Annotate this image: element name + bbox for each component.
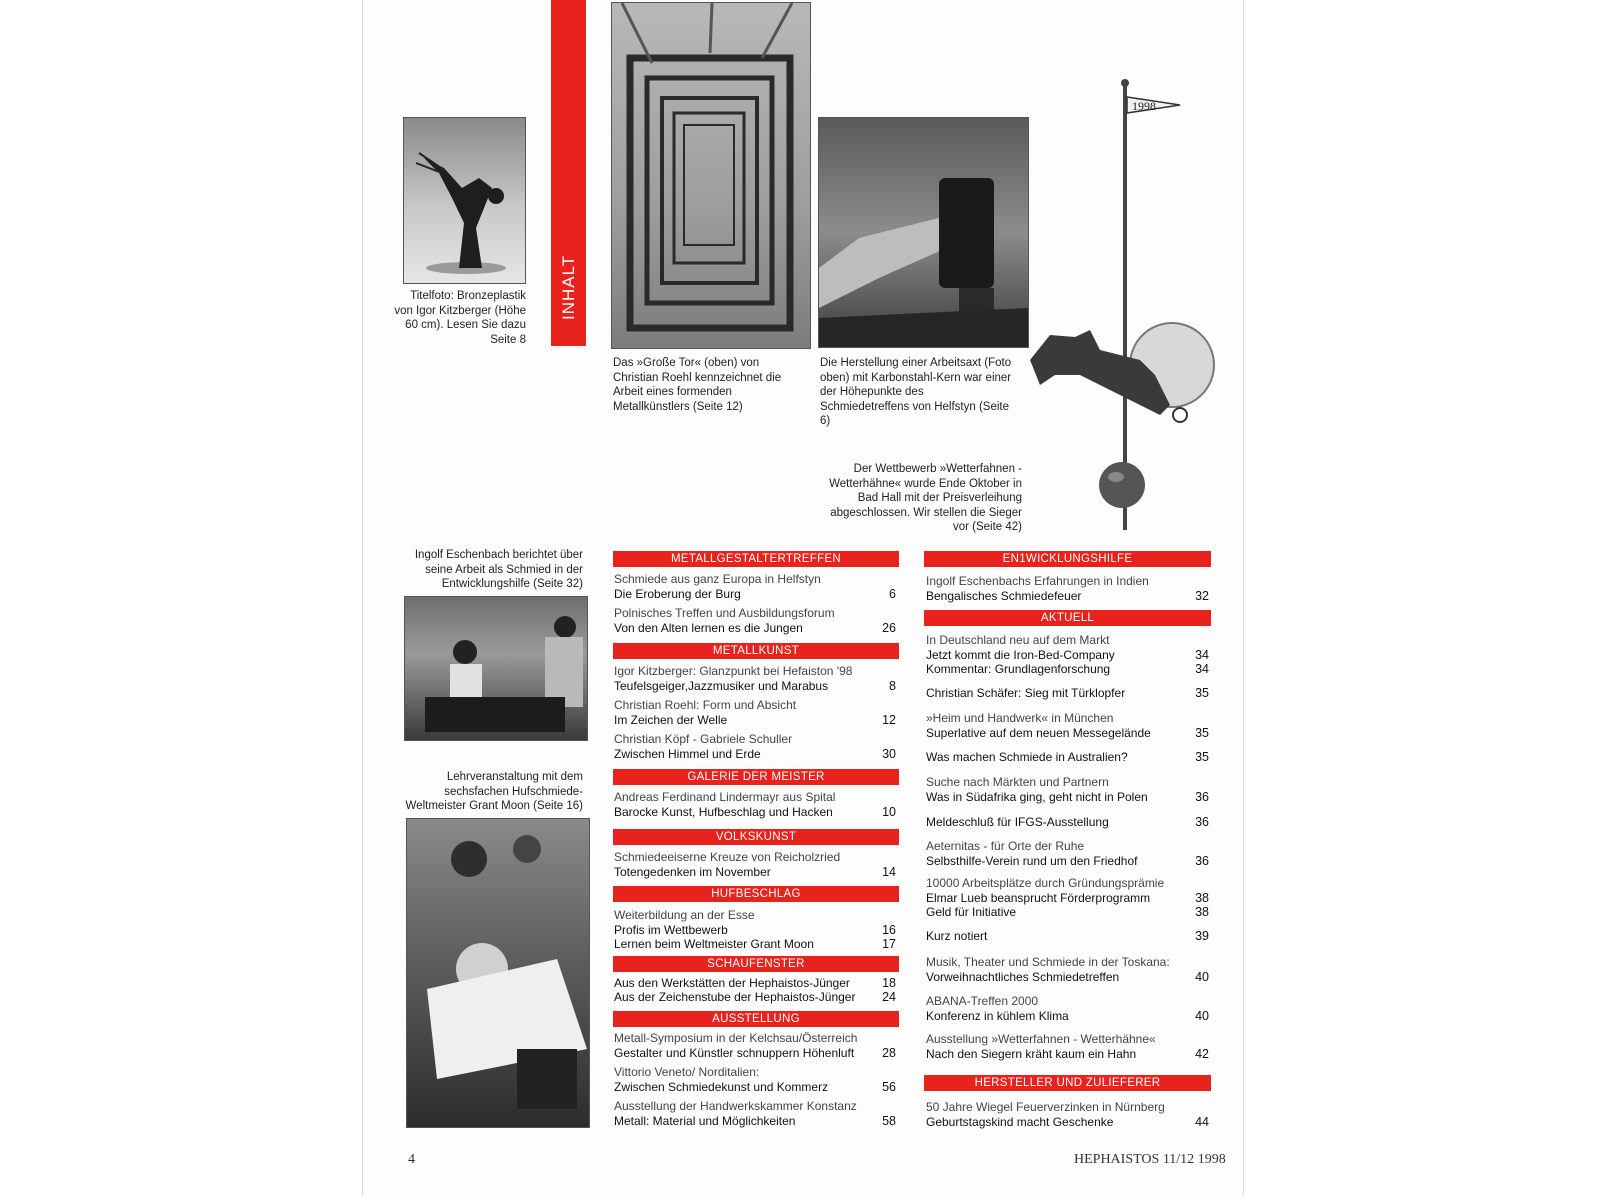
toc-entry[interactable]: 10000 Arbeitsplätze durch Gründungsprämie Elmar Lueb beansprucht Förderprogramm 38	[926, 876, 1209, 905]
page-number: 17	[882, 937, 896, 951]
page-number: 40	[1195, 1008, 1209, 1023]
page-number: 18	[882, 976, 896, 990]
section-aktuell: AKTUELL	[924, 610, 1211, 626]
page-number: 35	[1195, 750, 1209, 764]
page-number: 35	[1195, 725, 1209, 740]
page-number: 34	[1195, 647, 1209, 662]
toc-entry[interactable]: Ausstellung der Handwerkskammer Konstanz Metall: Material und Möglichkeiten 58	[614, 1099, 896, 1128]
inhalt-label: INHALT	[558, 254, 578, 320]
section-hersteller-und-zulieferer: HERSTELLER UND ZULIEFERER	[924, 1075, 1211, 1091]
page-number: 10	[882, 804, 896, 819]
magazine-name: HEPHAISTOS	[1074, 1152, 1160, 1167]
toc-entry[interactable]: Polnisches Treffen und Ausbildungsforum Von den Alten lernen es die Jungen 26	[614, 606, 896, 635]
page-number: 44	[1195, 1114, 1209, 1129]
page-number: 32	[1195, 588, 1209, 603]
toc-entry[interactable]: Ausstellung »Wetterfahnen - Wetterhähne« Nach den Siegern kräht kaum ein Hahn 42	[926, 1032, 1209, 1061]
footer-magazine	[1074, 1152, 1226, 1168]
eschenbach-caption: Ingolf Eschenbach berichtet über seine Arbeit als Schmied in der Entwicklungshilfe (Seite 32)	[414, 549, 583, 590]
page-number: 36	[1195, 815, 1209, 829]
page-number: 28	[882, 1045, 896, 1060]
axe-caption: Die Herstellung einer Arbeitsaxt (Foto oben) mit Karbonstahl-Kern war einer der Höhepunkte des Schmiedetreffens von Helfstyn (Seite 6)	[820, 357, 1012, 427]
toc-entry[interactable]: Weiterbildung an der Esse Profis im Wettbewerb 16	[614, 908, 896, 937]
toc-entry[interactable]: Aus der Zeichenstube der Hephaistos-Jünger 24	[614, 990, 896, 1004]
page-number: 34	[1195, 662, 1209, 676]
gate-image	[612, 3, 810, 348]
page-number: 35	[1195, 686, 1209, 700]
tor-photo	[611, 2, 811, 349]
cover-photo	[403, 117, 526, 284]
toc-entry[interactable]: Schmiede aus ganz Europa in Helfstyn Die Eroberung der Burg 6	[614, 572, 896, 601]
page-number: 36	[1195, 789, 1209, 804]
page-number: 39	[1195, 929, 1209, 943]
toc-entry[interactable]: Christian Köpf - Gabriele Schuller Zwischen Himmel und Erde 30	[614, 732, 896, 761]
sculpture-image	[404, 118, 525, 283]
section-schaufenster: SCHAUFENSTER	[613, 956, 899, 972]
toc-entry[interactable]: Kurz notiert 39	[926, 929, 1209, 943]
toc-entry[interactable]: Andreas Ferdinand Lindermayr aus Spital Barocke Kunst, Hufbeschlag und Hacken 10	[614, 790, 896, 819]
toc-entry[interactable]: ABANA-Treffen 2000 Konferenz in kühlem Klima 40	[926, 994, 1209, 1023]
section-metallgestaltertreffen: METALLGESTALTERTREFFEN	[613, 551, 899, 567]
page-number: 24	[882, 990, 896, 1004]
toc-entry[interactable]: Geld für Initiative 38	[926, 905, 1209, 919]
page-number: 42	[1195, 1046, 1209, 1061]
issue-year: 1998	[1197, 1152, 1226, 1167]
page-number: 8	[889, 678, 896, 693]
page-number: 12	[882, 712, 896, 727]
toc-entry[interactable]: Schmiedeeiserne Kreuze von Reicholzried Totengedenken im November 14	[614, 850, 896, 879]
vane-caption: Der Wettbewerb »Wetterfahnen - Wetterhähne« wurde Ende Oktober in Bad Hall mit der Preisverleihung abgeschlossen. Wir stellen die Sieger vor (Seite 42)	[829, 463, 1022, 533]
vane-flag-text: 1998	[1132, 99, 1156, 113]
toc-entry[interactable]: 50 Jahre Wiegel Feuerverzinken in Nürnberg Geburtstagskind macht Geschenke 44	[926, 1100, 1209, 1129]
axe-photo	[818, 117, 1029, 348]
toc-entry[interactable]: Metall-Symposium in der Kelchsau/Österreich Gestalter und Künstler schnuppern Höhenluft 28	[614, 1031, 896, 1060]
toc-entry[interactable]: Lernen beim Weltmeister Grant Moon 17	[614, 937, 896, 951]
toc-entry[interactable]: »Heim und Handwerk« in München Superlative auf dem neuen Messegelände 35	[926, 711, 1209, 740]
page-number: 30	[882, 746, 896, 761]
section-volkskunst: VOLKSKUNST	[613, 829, 899, 845]
toc-entry[interactable]: Christian Schäfer: Sieg mit Türklopfer 35	[926, 686, 1209, 700]
toc-entry[interactable]: Aeternitas - für Orte der Ruhe Selbsthilfe-Verein rund um den Friedhof 36	[926, 839, 1209, 868]
section-galerie-der-meister: GALERIE DER MEISTER	[613, 769, 899, 785]
toc-entry[interactable]: Aus den Werkstätten der Hephaistos-Jünger 18	[614, 976, 896, 990]
toc-entry[interactable]: Igor Kitzberger: Glanzpunkt bei Hefaiston '98 Teufelsgeiger,Jazzmusiker und Marabus 8	[614, 664, 896, 693]
tor-caption: Das »Große Tor« (oben) von Christian Roehl kennzeichnet die Arbeit eines formenden Metallkünstlers (Seite 12)	[613, 357, 782, 413]
toc-entry[interactable]: In Deutschland neu auf dem Markt Jetzt kommt die Iron-Bed-Company 34	[926, 633, 1209, 662]
page-number: 26	[882, 620, 896, 635]
eschenbach-photo	[404, 596, 588, 741]
page-number: 36	[1195, 853, 1209, 868]
section-hufbeschlag: HUFBESCHLAG	[613, 886, 899, 902]
toc-entry[interactable]: Vittorio Veneto/ Norditalien: Zwischen Schmiedekunst und Kommerz 56	[614, 1065, 896, 1094]
page-number: 14	[882, 864, 896, 879]
axe-image	[819, 118, 1028, 347]
page-number: 56	[882, 1079, 896, 1094]
toc-entry[interactable]: Kommentar: Grundlagenforschung 34	[926, 662, 1209, 676]
section-entwicklungshilfe: EN1WICKLUNGSHILFE	[924, 551, 1211, 567]
footer-page-number: 4	[408, 1152, 415, 1167]
page-number: 40	[1195, 969, 1209, 984]
toc-entry[interactable]: Was machen Schmiede in Australien? 35	[926, 750, 1209, 764]
toc-entry[interactable]: Ingolf Eschenbachs Erfahrungen in Indien Bengalisches Schmiedefeuer 32	[926, 574, 1209, 603]
page-number: 38	[1195, 890, 1209, 905]
page-number: 58	[882, 1113, 896, 1128]
weather-vane-image	[1020, 75, 1220, 535]
farrier-image	[407, 819, 589, 1127]
section-ausstellung: AUSSTELLUNG	[613, 1011, 899, 1027]
section-metallkunst: METALLKUNST	[613, 643, 899, 659]
issue-number: 11/12	[1162, 1152, 1195, 1167]
moon-photo	[406, 818, 590, 1128]
toc-entry[interactable]: Suche nach Märkten und Partnern Was in Südafrika ging, geht nicht in Polen 36	[926, 775, 1209, 804]
cover-caption: Titelfoto: Bronzeplastik von Igor Kitzberger (Höhe 60 cm). Lesen Sie dazu Seite 8	[394, 290, 526, 346]
page-number: 16	[882, 922, 896, 937]
moon-caption: Lehrveranstaltung mit dem sechsfachen Hufschmiede-Weltmeister Grant Moon (Seite 16)	[405, 771, 583, 812]
toc-entry[interactable]: Meldeschluß für IFGS-Ausstellung 36	[926, 815, 1209, 829]
page-number: 38	[1195, 905, 1209, 919]
page-number: 6	[889, 586, 896, 601]
workshop-image	[405, 597, 587, 740]
toc-entry[interactable]: Musik, Theater und Schmiede in der Toskana: Vorweihnachtliches Schmiedetreffen 40	[926, 955, 1209, 984]
inhalt-bar	[551, 0, 586, 346]
toc-entry[interactable]: Christian Roehl: Form und Absicht Im Zeichen der Welle 12	[614, 698, 896, 727]
